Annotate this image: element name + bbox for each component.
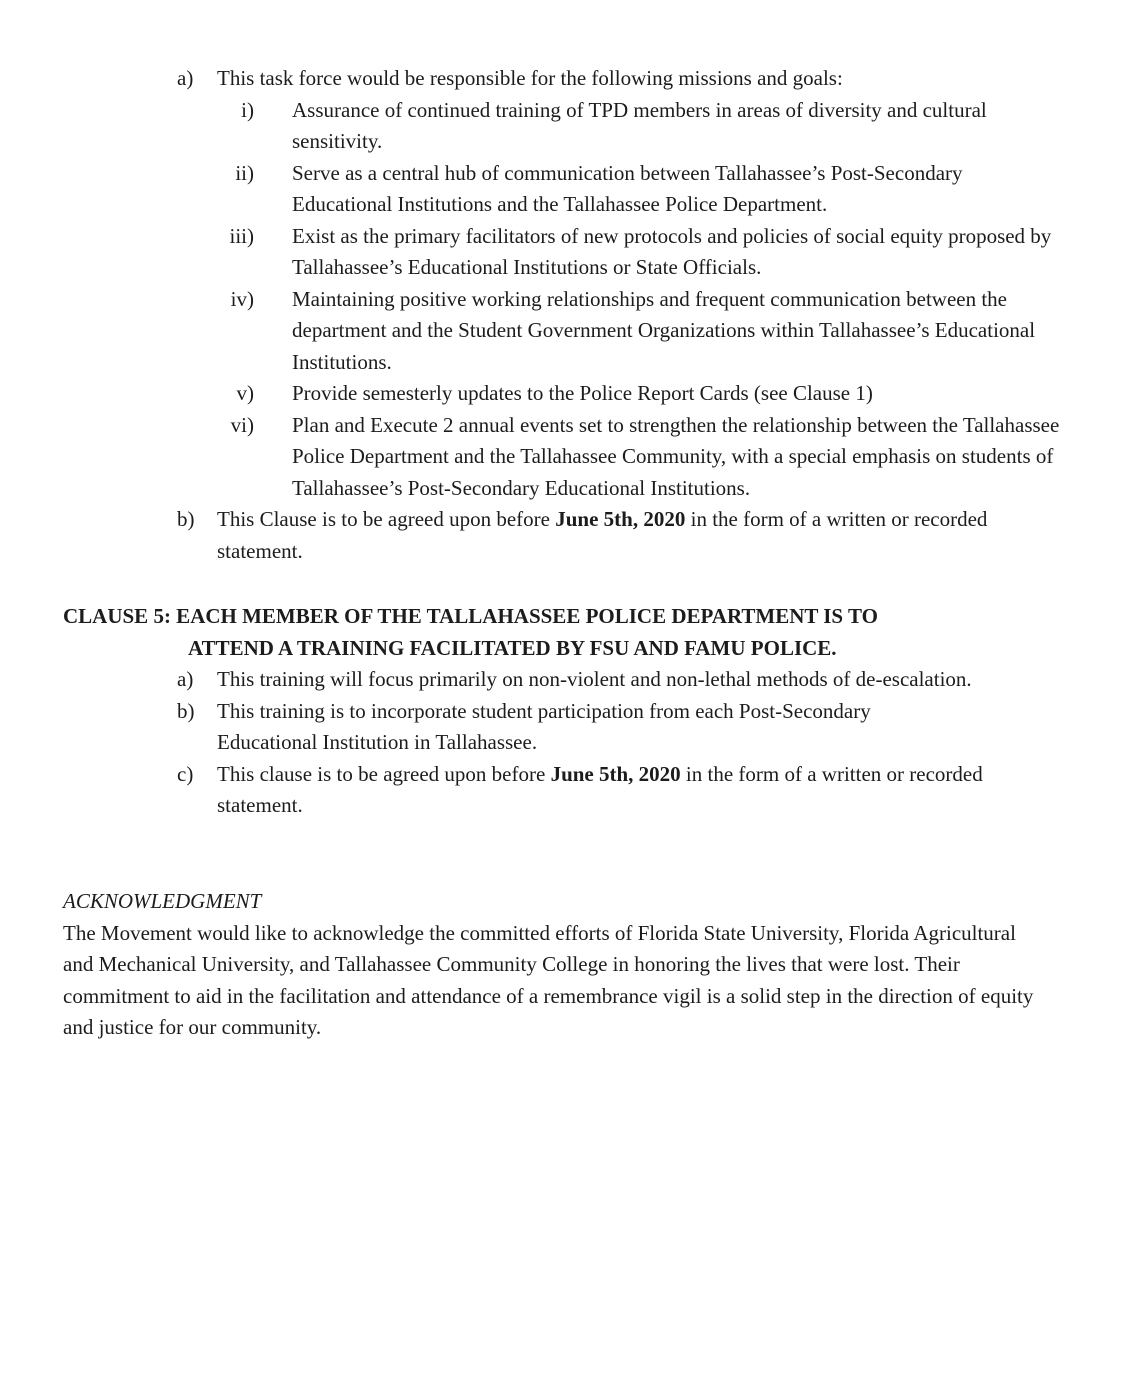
list-item-text: Plan and Execute 2 annual events set to strengthen the relationship between the Tallahassee Police Department and the Tallahassee Community, with a special emphasis on students of Tallahassee’s Post-Secondary Educational Institutions. (292, 412, 1060, 500)
acknowledgment-section (0, 886, 1125, 1044)
list-marker: c) (177, 761, 194, 786)
list-item-ii (0, 158, 1062, 221)
text-run: This Clause is to be agreed upon before (217, 507, 556, 531)
acknowledgment-heading: ACKNOWLEDGMENT (63, 889, 262, 913)
list-marker: iv) (230, 286, 254, 311)
list-item-iii (0, 221, 1062, 284)
section-a (0, 63, 1125, 567)
text-run: in the form of a written or recorded statement. (217, 507, 988, 563)
list-item-a (0, 63, 1125, 95)
list-item-b (0, 696, 957, 759)
acknowledgment-body: The Movement would like to acknowledge the committed efforts of Florida State University, Florida Agricultural and Mechanical University, and Tallahassee Community College in honoring the lives that were lost. Their commitment to aid in the facilitation and attendance of a remembrance vigil is a solid step in the direction of equity and justice for our community. (63, 920, 1034, 1039)
list-item-text (217, 504, 1017, 567)
list-item-text: Serve as a central hub of communication between Tallahassee’s Post-Secondary Educational Institutions and the Tallahassee Police Department. (292, 160, 963, 216)
list-item-text (217, 759, 1017, 822)
list-item-text: This training will focus primarily on non-violent and non-lethal methods of de-escalation. (217, 667, 972, 691)
list-item-b (0, 504, 1017, 567)
list-item-i (0, 95, 1062, 158)
list-marker: b) (177, 507, 195, 531)
deadline-date: June 5th, 2020 (555, 507, 686, 531)
list-item-iv (0, 284, 1062, 379)
list-item-text: Maintaining positive working relationships and frequent communication between the department and the Student Government Organizations within Tallahassee’s Educational Institutions. (292, 286, 1036, 374)
list-item-text: This training is to incorporate student participation from each Post-Secondary Educational Institution in Tallahassee. (217, 698, 871, 754)
list-item-text: Exist as the primary facilitators of new protocols and policies of social equity proposed by Tallahassee’s Educational Institutions or State Officials. (292, 223, 1052, 279)
text-run: This clause is to be agreed upon before (217, 761, 551, 786)
deadline-date: June 5th, 2020 (550, 761, 681, 786)
clause-title (0, 601, 1125, 664)
list-marker: ii) (235, 160, 254, 185)
clause-title-line-2: ATTEND A TRAINING FACILITATED BY FSU AND FAMU POLICE. (188, 635, 837, 660)
list-item-text: This task force would be responsible for the following missions and goals: (217, 66, 843, 90)
list-marker: v) (236, 381, 254, 405)
list-marker: iii) (229, 223, 254, 248)
list-marker: i) (241, 97, 254, 122)
list-item-text: Assurance of continued training of TPD members in areas of diversity and cultural sensitivity. (292, 97, 987, 153)
list-item-c (0, 759, 1017, 822)
list-item-vi (0, 410, 1062, 505)
list-marker: a) (177, 66, 194, 90)
list-marker: b) (177, 698, 195, 723)
list-marker: vi) (230, 412, 254, 437)
clause-5 (0, 601, 1125, 822)
clause-title-line-1: CLAUSE 5: EACH MEMBER OF THE TALLAHASSEE POLICE DEPARTMENT IS TO (63, 604, 878, 628)
list-item-a (0, 664, 1125, 696)
list-item-v (0, 378, 1062, 410)
text-run: in the form of a written or recorded statement. (217, 761, 983, 817)
list-marker: a) (177, 667, 194, 691)
list-item-text: Provide semesterly updates to the Police Report Cards (see Clause 1) (292, 381, 873, 405)
